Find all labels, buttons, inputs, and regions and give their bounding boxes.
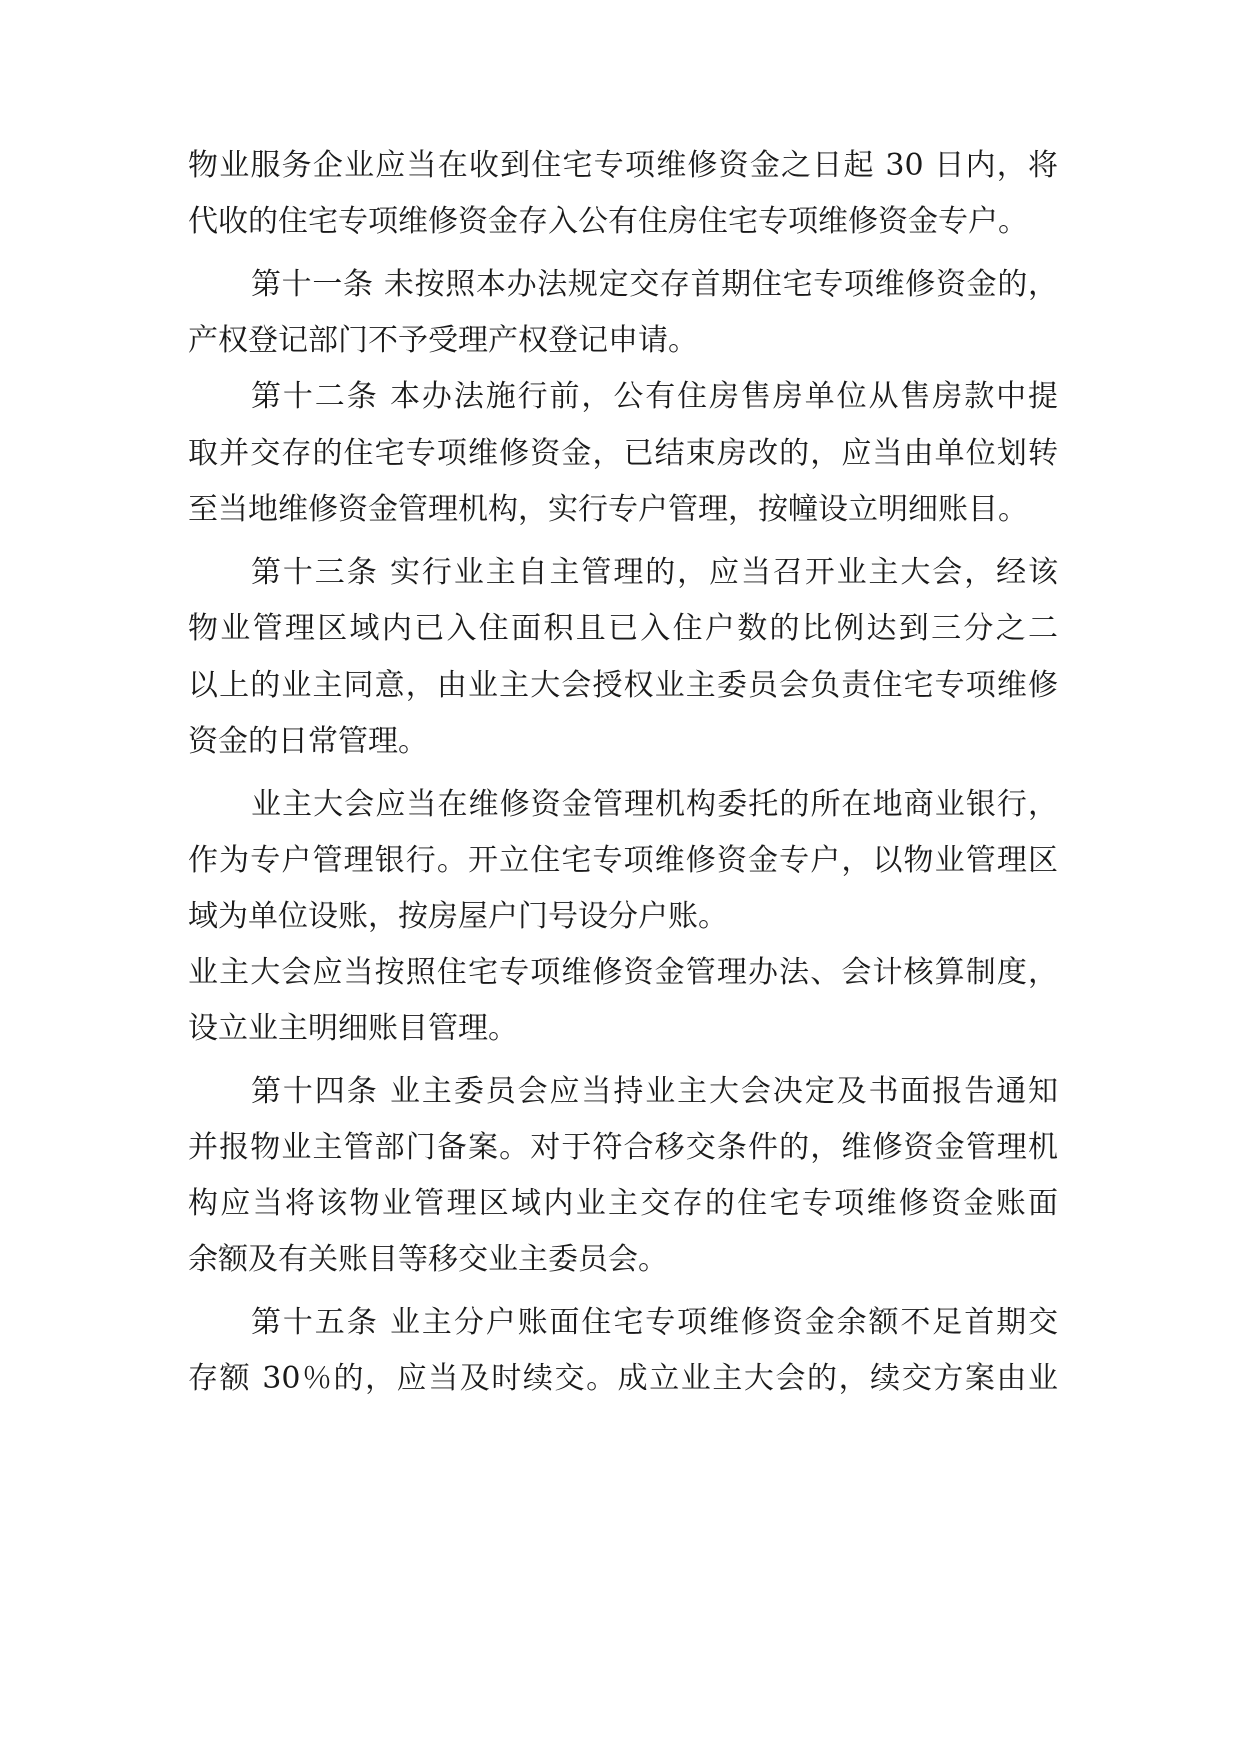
text-line: 构应当将该物业管理区域内业主交存的住宅专项维修资金账面 (188, 1186, 1058, 1221)
text-line: 余额及有关账目等移交业主委员会。 (188, 1242, 668, 1277)
text-line: 以上的业主同意，由业主大会授权业主委员会负责住宅专项维修 (188, 668, 1058, 703)
text-line: 代收的住宅专项维修资金存入公有住房住宅专项维修资金专户。 (188, 204, 1028, 239)
text-line: 物业服务企业应当在收到住宅专项维修资金之日起 30 日内，将 (188, 148, 1058, 183)
text-line: 产权登记部门不予受理产权登记申请。 (188, 323, 698, 358)
text-line: 作为专户管理银行。开立住宅专项维修资金专户，以物业管理区 (188, 843, 1058, 878)
text-line: 第十三条 实行业主自主管理的，应当召开业主大会，经该 (251, 555, 1058, 590)
text-line: 资金的日常管理。 (188, 724, 428, 759)
text-line: 第十四条 业主委员会应当持业主大会决定及书面报告通知 (251, 1074, 1058, 1109)
text-line: 物业管理区域内已入住面积且已入住户数的比例达到三分之二 (188, 611, 1058, 646)
text-line: 取并交存的住宅专项维修资金，已结束房改的，应当由单位划转 (188, 436, 1058, 471)
text-line: 第十二条 本办法施行前，公有住房售房单位从售房款中提 (251, 379, 1058, 414)
text-line: 并报物业主管部门备案。对于符合移交条件的，维修资金管理机 (188, 1130, 1058, 1165)
text-line: 域为单位设账，按房屋户门号设分户账。 (188, 899, 728, 934)
text-line: 业主大会应当按照住宅专项维修资金管理办法、会计核算制度， (188, 955, 1058, 990)
text-line: 设立业主明细账目管理。 (188, 1011, 518, 1046)
text-line: 业主大会应当在维修资金管理机构委托的所在地商业银行， (251, 787, 1058, 822)
text-line: 存额 30％的，应当及时续交。成立业主大会的，续交方案由业 (188, 1361, 1058, 1396)
text-line: 至当地维修资金管理机构，实行专户管理，按幢设立明细账目。 (188, 492, 1028, 527)
text-line: 第十五条 业主分户账面住宅专项维修资金余额不足首期交 (251, 1305, 1058, 1340)
text-line: 第十一条 未按照本办法规定交存首期住宅专项维修资金的， (251, 267, 1058, 302)
